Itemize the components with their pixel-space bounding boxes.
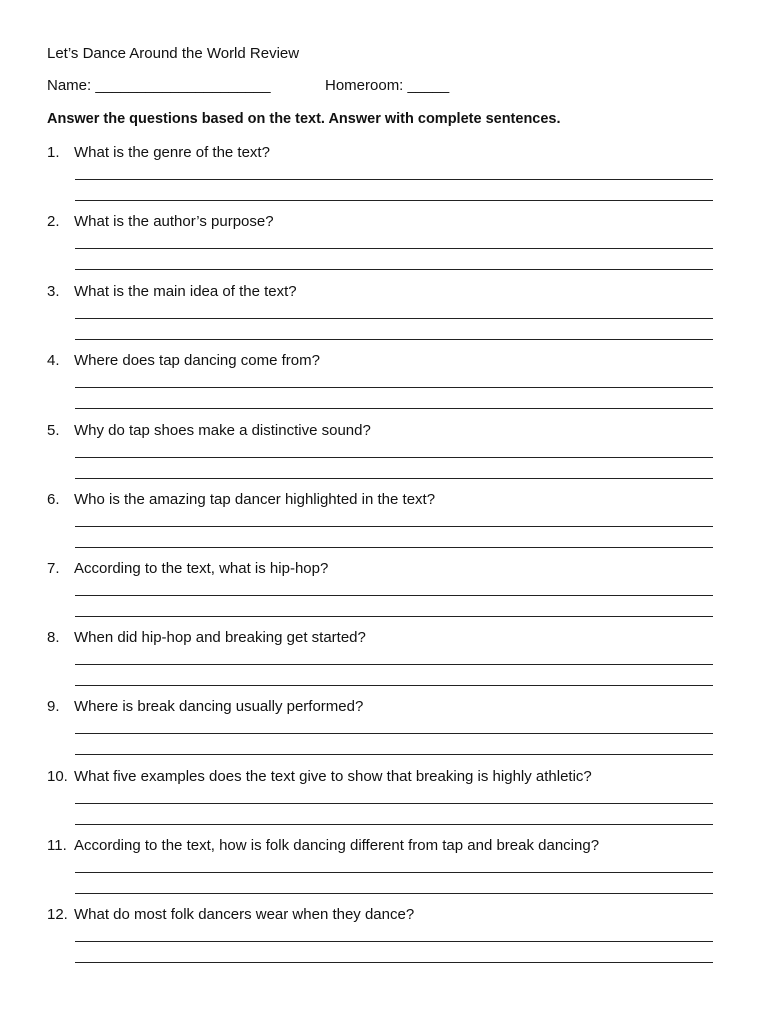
answer-line-2[interactable]	[75, 685, 713, 686]
question-number: 2.	[47, 213, 60, 230]
question-number: 12.	[47, 906, 68, 923]
question-text: What do most folk dancers wear when they dance?	[74, 906, 415, 923]
question-4	[47, 351, 717, 415]
question-number: 3.	[47, 283, 60, 300]
question-12	[47, 905, 717, 969]
question-number: 10.	[47, 768, 68, 785]
answer-line-1[interactable]	[75, 872, 713, 873]
question-2	[47, 212, 717, 276]
question-number: 1.	[47, 144, 60, 161]
question-text: What is the main idea of the text?	[74, 283, 297, 300]
question-5	[47, 421, 717, 485]
answer-line-1[interactable]	[75, 941, 713, 942]
question-1	[47, 143, 717, 207]
name-field[interactable]: Name: _____________________	[47, 77, 271, 94]
question-number: 8.	[47, 629, 60, 646]
answer-line-1[interactable]	[75, 387, 713, 388]
answer-line-1[interactable]	[75, 803, 713, 804]
answer-line-2[interactable]	[75, 269, 713, 270]
answer-line-1[interactable]	[75, 526, 713, 527]
question-text: Where does tap dancing come from?	[74, 352, 320, 369]
question-6	[47, 490, 717, 554]
answer-line-1[interactable]	[75, 733, 713, 734]
question-11	[47, 836, 717, 900]
answer-line-1[interactable]	[75, 595, 713, 596]
question-number: 6.	[47, 491, 60, 508]
question-text: Where is break dancing usually performed?	[74, 698, 364, 715]
question-number: 9.	[47, 698, 60, 715]
answer-line-2[interactable]	[75, 200, 713, 201]
question-text: Why do tap shoes make a distinctive sound?	[74, 422, 371, 439]
question-text: When did hip-hop and breaking get started?	[74, 629, 366, 646]
question-10	[47, 767, 717, 831]
worksheet-title: Let’s Dance Around the World Review	[47, 45, 300, 62]
question-3	[47, 282, 717, 346]
answer-line-2[interactable]	[75, 478, 713, 479]
answer-line-2[interactable]	[75, 824, 713, 825]
question-text: What is the genre of the text?	[74, 144, 270, 161]
question-text: What is the author’s purpose?	[74, 213, 274, 230]
answer-line-2[interactable]	[75, 893, 713, 894]
question-number: 5.	[47, 422, 60, 439]
question-number: 4.	[47, 352, 60, 369]
question-number: 11.	[47, 837, 67, 854]
answer-line-2[interactable]	[75, 754, 713, 755]
question-text: What five examples does the text give to show that breaking is highly athletic?	[74, 768, 592, 785]
instructions: Answer the questions based on the text. Answer with complete sentences.	[47, 111, 561, 127]
answer-line-2[interactable]	[75, 616, 713, 617]
homeroom-field[interactable]: Homeroom: _____	[325, 77, 450, 94]
answer-line-2[interactable]	[75, 339, 713, 340]
question-8	[47, 628, 717, 692]
answer-line-1[interactable]	[75, 457, 713, 458]
answer-line-2[interactable]	[75, 547, 713, 548]
question-9	[47, 697, 717, 761]
answer-line-1[interactable]	[75, 179, 713, 180]
question-text: Who is the amazing tap dancer highlighted in the text?	[74, 491, 436, 508]
question-text: According to the text, what is hip-hop?	[74, 560, 329, 577]
answer-line-1[interactable]	[75, 664, 713, 665]
answer-line-1[interactable]	[75, 318, 713, 319]
answer-line-2[interactable]	[75, 408, 713, 409]
question-text: According to the text, how is folk dancing different from tap and break dancing?	[74, 837, 600, 854]
question-number: 7.	[47, 560, 60, 577]
answer-line-2[interactable]	[75, 962, 713, 963]
answer-line-1[interactable]	[75, 248, 713, 249]
question-7	[47, 559, 717, 623]
